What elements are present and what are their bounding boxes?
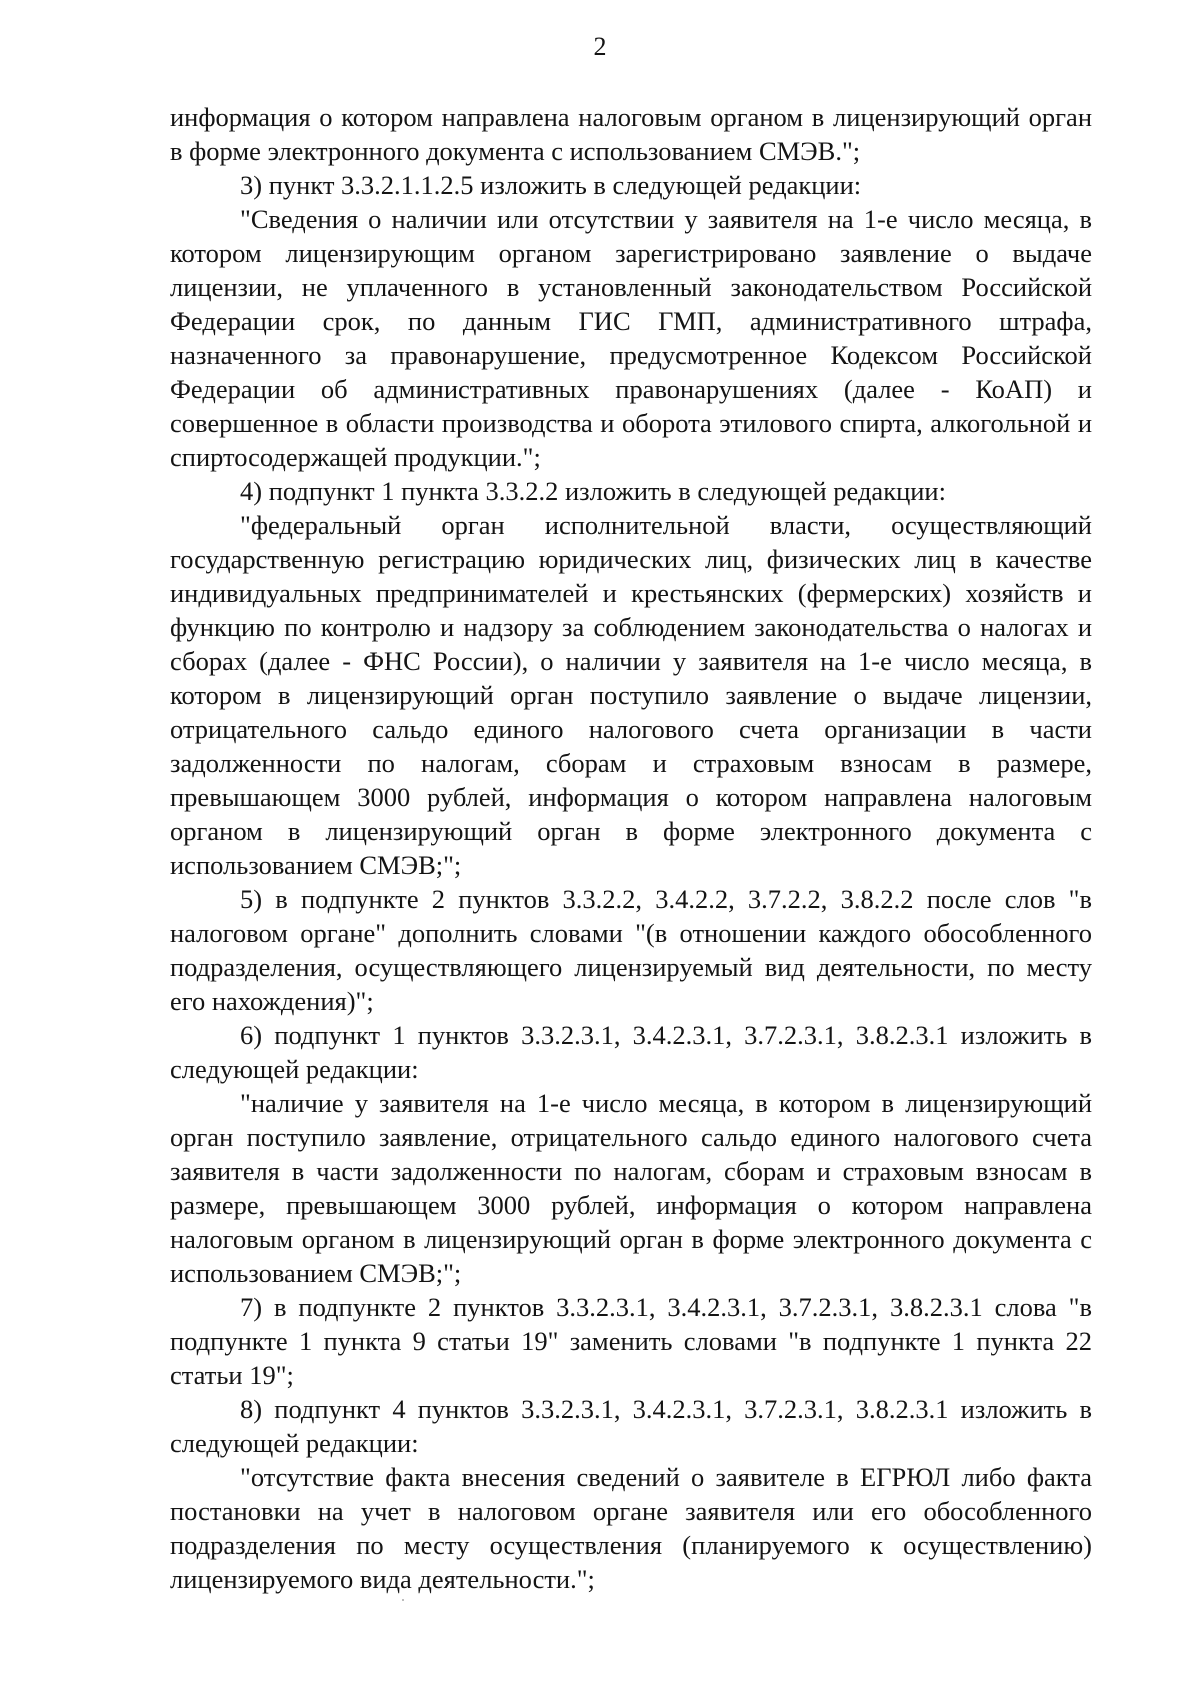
page-number: 2 [593, 32, 607, 61]
paragraph-item-6: 6) подпункт 1 пунктов 3.3.2.3.1, 3.4.2.3.1, 3.7.2.3.1, 3.8.2.3.1 изложить в следующей редакции: [170, 1020, 1092, 1084]
paragraph-quote-6: "наличие у заявителя на 1-е число месяца, в котором в лицензирующий орган поступило заявление, отрицательного сальдо единого налогового счета заявителя в части задолженности по налогам, сборам и страховым взносам в размере, превышающем 3000 рублей, информация о котором направлена налоговым органом в лицензирующий орган в форме электронного документа с использованием СМЭВ;"; [170, 1088, 1092, 1288]
paragraph-item-8: 8) подпункт 4 пунктов 3.3.2.3.1, 3.4.2.3.1, 3.7.2.3.1, 3.8.2.3.1 изложить в следующей редакции: [170, 1394, 1092, 1458]
paragraph-quote-4: "федеральный орган исполнительной власти, осуществляющий государственную регистрацию юридических лиц, физических лиц в качестве индивидуальных предпринимателей и крестьянских (фермерских) хозяйств и функцию по контролю и надзору за соблюдением законодательства о налогах и сборах (далее - ФНС России), о наличии у заявителя на 1-е число месяца, в котором в лицензирующий орган поступило заявление о выдаче лицензии, отрицательного сальдо единого налогового счета организации в части задолженности по налогам, сборам и страховым взносам в размере, превышающем 3000 рублей, информация о котором направлена налоговым органом в лицензирующий орган в форме электронного документа с использованием СМЭВ;"; [170, 510, 1092, 880]
document-body [170, 100, 1092, 1596]
paragraph-item-4: 4) подпункт 1 пункта 3.3.2.2 изложить в следующей редакции: [240, 476, 946, 506]
paragraph-item-3: 3) пункт 3.3.2.1.1.2.5 изложить в следующей редакции: [240, 170, 862, 200]
paragraph-quote-3: "Сведения о наличии или отсутствии у заявителя на 1-е число месяца, в котором лицензирующим органом зарегистрировано заявление о выдаче лицензии, не уплаченного в установленный законодательством Российской Федерации срок, по данным ГИС ГМП, административного штрафа, назначенного за правонарушение, предусмотренное Кодексом Российской Федерации об административных правонарушениях (далее - КоАП) и совершенное в области производства и оборота этилового спирта, алкогольной и спиртосодержащей продукции."; [170, 204, 1092, 472]
paragraph-continuation: информация о котором направлена налоговым органом в лицензирующий орган в форме электронного документа с использованием СМЭВ."; [170, 102, 1092, 166]
paragraph-quote-8: "отсутствие факта внесения сведений о заявителе в ЕГРЮЛ либо факта постановки на учет в налоговом органе заявителя или его обособленного подразделения по месту осуществления (планируемого к осуществлению) лицензируемого вида деятельности."; [170, 1462, 1092, 1594]
scan-speck [402, 1599, 404, 1601]
paragraph-item-5: 5) в подпункте 2 пунктов 3.3.2.2, 3.4.2.2, 3.7.2.2, 3.8.2.2 после слов "в налоговом органе" дополнить словами "(в отношении каждого обособленного подразделения, осуществляющего лицензируемый вид деятельности, по месту его нахождения)"; [170, 884, 1092, 1016]
paragraph-item-7: 7) в подпункте 2 пунктов 3.3.2.3.1, 3.4.2.3.1, 3.7.2.3.1, 3.8.2.3.1 слова "в подпункте 1 пункта 9 статьи 19" заменить словами "в подпункте 1 пункта 22 статьи 19"; [170, 1292, 1092, 1390]
